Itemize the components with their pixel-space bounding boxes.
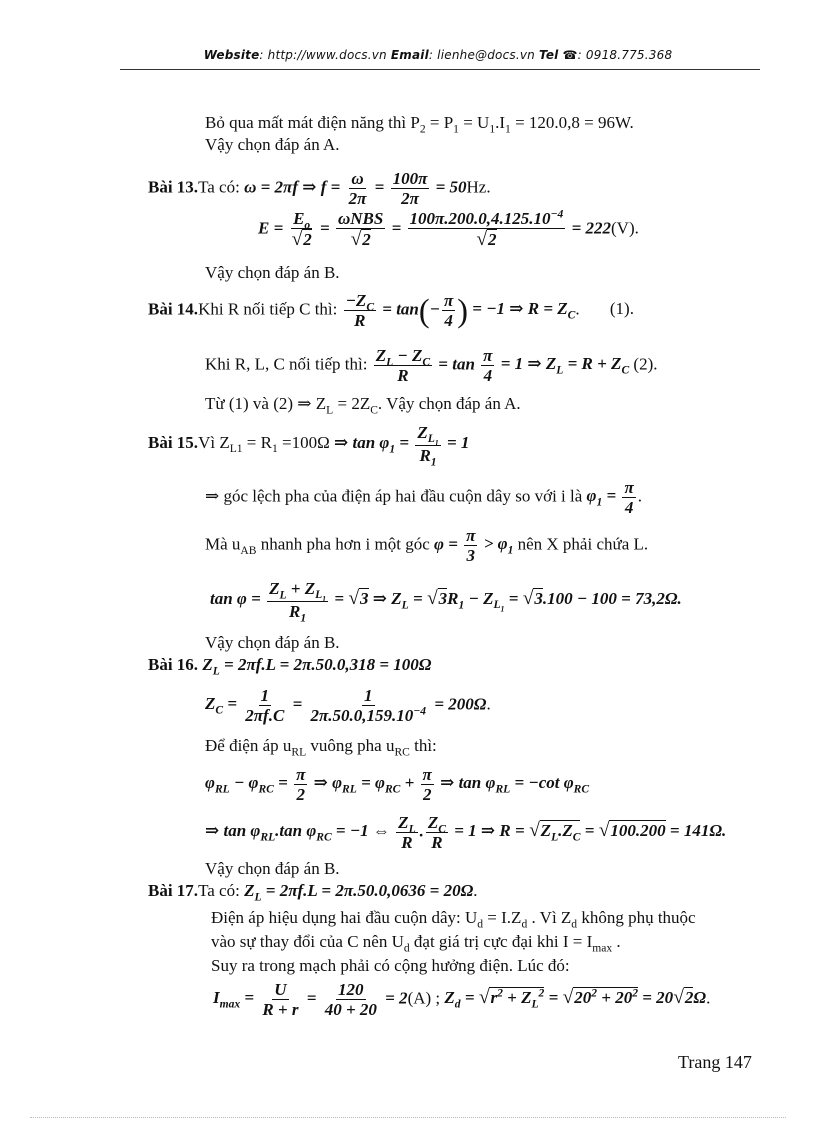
text-line: Từ (1) và (2) ⇒ $Z_L = 2Z_C$. Vậy chọn đáp án A. [205,394,521,417]
tel-number: : 0918.775.368 [577,48,673,62]
exercise-16: Bài 16. $Z_L = 2\pi f.L = 2\pi.50.0,318 = 100\Omega$ [148,655,432,678]
bottom-divider [30,1117,786,1118]
exercise-15: Bài 15.Vì $Z_{L1} = R_1 =100\Omega$ ⇒ $\tan \varphi_1$ = $\frac{Z_{L_1}}{R_1}$ = 1 [148,423,470,469]
text-line: Vậy chọn đáp án B. [205,633,340,652]
header-rule [120,69,760,70]
formula-r: ⇒ $\tan \varphi_{RL}.\tan$ $\varphi_{RC} = -1$ ⇔ $\frac{Z_L}{R}$ . $\frac{Z_C}{R}$ = 1 ⇒ $R = √Z_L.Z_C = √100.200 = 141\Omega$. [205,813,727,852]
text-line: ⇒ góc lệch pha của điện áp hai đầu cuộn dây so với i là $\varphi_1$ = $\frac{\pi}{4}$ . [205,478,642,517]
website-label: Website [203,48,260,62]
text-line: Vậy chọn đáp án A. [205,135,340,154]
exercise-13: Bài 13.Ta có: ω = 2πf ⇒ f = $\frac{\omega}{2\pi}$ = $\frac{100\pi}{2\pi}$ = 50Hz. [148,169,491,208]
text-line: vào sự thay đổi của C nên $U_d$ đạt giá trị cực đại khi $I = I_{max}$ . [211,932,621,955]
text-line: Điện áp hiệu dụng hai đầu cuộn dây: $U_d = I.Z_d$ . Vì $Z_d$ không phụ thuộc [211,908,696,931]
text-line: Vậy chọn đáp án B. [205,263,340,282]
email-address[interactable]: : lienhe@docs.vn [428,48,535,62]
formula-emf: E = $\frac{E_o}{√2}$ = $\frac{\text{ωNBS}}{√2}$ = $\frac{100\pi.200.0,4.125.10^{-4}}{√2}$ = 222(V). [258,207,639,250]
formula-phase: $\varphi_{RL} - \varphi_{RC}$ = $\frac{\pi}{2}$ ⇒ $\varphi_{RL} = \varphi_{RC}$ + $\frac{\pi}{2}$ ⇒ $\tan \varphi_{RL} = -\cot$ $\varphi_{RC}$ [205,765,590,804]
page-number: Trang 147 [678,1052,752,1072]
formula-imax: $I_{max}$ = $\frac{U}{R + r}$ = $\frac{120}{40 + 20}$ = 2(A) ; $Z_d = √r^2 + Z_L^2 = √20^2 + 20^2 = 20√2\Omega$. [213,980,711,1019]
website-url[interactable]: : http://www.docs.vn [259,48,387,62]
exercise-14: Bài 14.Khi R nối tiếp C thì: $\frac{-Z_C}{R}$ = tan(− $\frac{\pi}{4}$ ) = −1 ⇒ $R = Z_C$. (1). [148,291,634,330]
text-line: Mà $u_{AB}$ nhanh pha hơn i một góc φ = $\frac{\pi}{3}$ > $\varphi_1$ nên X phải chứa L. [205,526,649,565]
text-line: Vậy chọn đáp án B. [205,859,340,878]
email-label: Email [390,48,429,62]
formula-rlc: Khi R, L, C nối tiếp thì: $\frac{Z_L - Z_C}{R}$ = tan $\frac{\pi}{4}$ = 1 ⇒ $Z_L = R + Z_C$ (2). [205,346,658,385]
formula-tan: tan φ = $\frac{Z_L + Z_{L_1}}{R_1}$ = √3 ⇒ $Z_L = √3R_1 - Z_{L_1} = √3.100 - 100 = 73,2\Omega$. [210,579,682,625]
text-line: Bỏ qua mất mát điện năng thì $P_2 = P_1 = U_1.I_1 = 120.0,8 = 96W$. [205,113,634,136]
text-line: Suy ra trong mạch phải có cộng hưởng điện. Lúc đó: [211,956,570,975]
phone-icon: ☎ [562,48,578,62]
page-header [120,48,756,62]
exercise-17: Bài 17.Ta có: $Z_L = 2\pi f.L = 2\pi.50.0,0636 = 20\Omega$. [148,881,478,904]
tel-label: Tel [538,48,559,62]
formula-zc: $Z_C$ = $\frac{1}{2\pi f.C}$ = $\frac{1}{2\pi.50.0,159.10^{-4}}$ = 200Ω. [205,686,491,725]
text-line: Để điện áp $u_{RL}$ vuông pha $u_{RC}$ thì: [205,736,437,759]
